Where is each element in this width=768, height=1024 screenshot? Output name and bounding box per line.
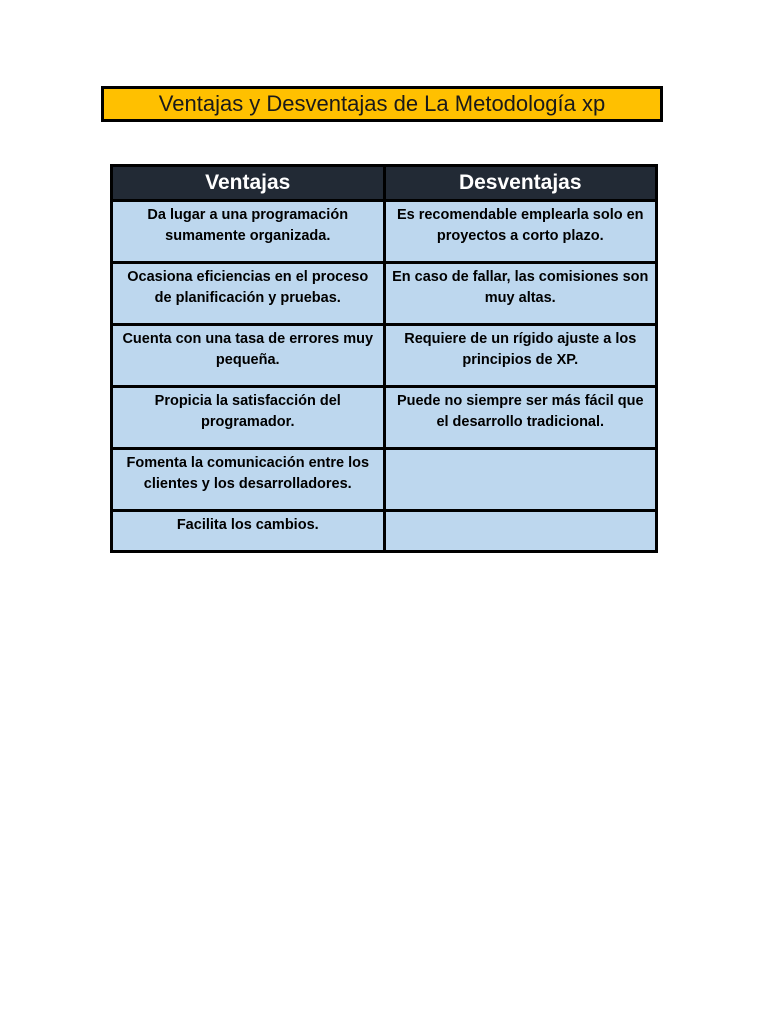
table-row [112, 387, 657, 449]
desventaja-cell-empty [384, 449, 657, 511]
ventaja-cell: Cuenta con una tasa de errores muy pequeña. [112, 325, 385, 387]
table-row [112, 449, 657, 511]
document-title: Ventajas y Desventajas de La Metodología xp [101, 86, 663, 122]
desventaja-cell: Puede no siempre ser más fácil que el desarrollo tradicional. [384, 387, 657, 449]
desventaja-cell: Requiere de un rígido ajuste a los principios de XP. [384, 325, 657, 387]
ventaja-cell: Ocasiona eficiencias en el proceso de planificación y pruebas. [112, 263, 385, 325]
desventaja-cell: En caso de fallar, las comisiones son muy altas. [384, 263, 657, 325]
header-desventajas: Desventajas [384, 166, 657, 201]
ventaja-cell: Fomenta la comunicación entre los clientes y los desarrolladores. [112, 449, 385, 511]
ventaja-cell: Propicia la satisfacción del programador. [112, 387, 385, 449]
comparison-table [110, 164, 658, 553]
table-header-row [112, 166, 657, 201]
desventaja-cell-empty [384, 511, 657, 552]
table-row [112, 201, 657, 263]
table-row [112, 263, 657, 325]
table-row [112, 511, 657, 552]
ventaja-cell: Da lugar a una programación sumamente organizada. [112, 201, 385, 263]
desventaja-cell: Es recomendable emplearla solo en proyectos a corto plazo. [384, 201, 657, 263]
header-ventajas: Ventajas [112, 166, 385, 201]
ventaja-cell: Facilita los cambios. [112, 511, 385, 552]
table-row [112, 325, 657, 387]
